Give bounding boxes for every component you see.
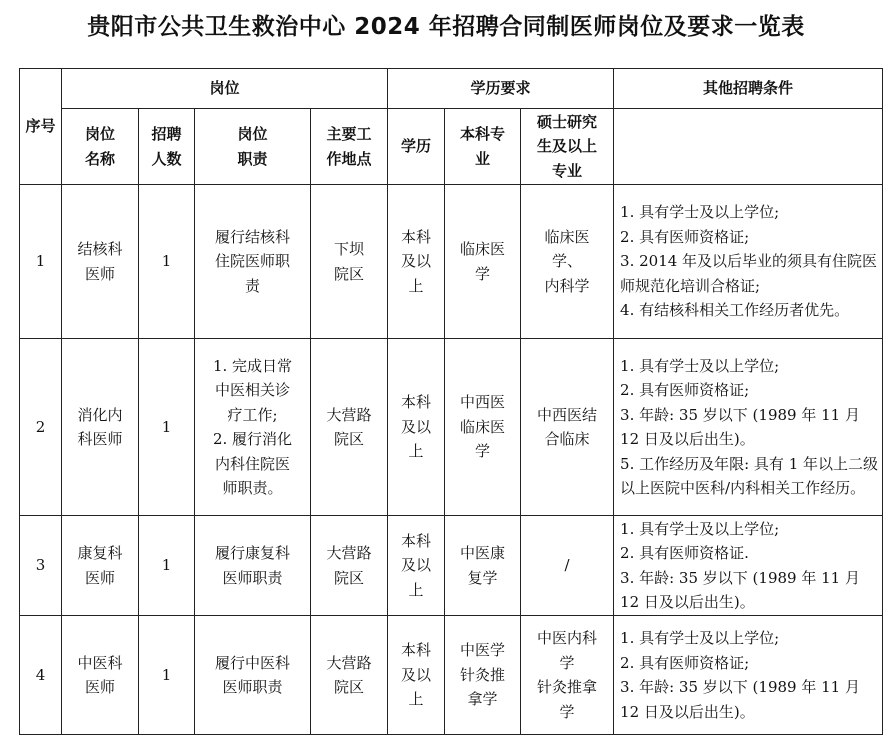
header-post-location: 主要工 作地点 (311, 109, 388, 185)
row-bachelor-major: 中医学 针灸推 拿学 (445, 616, 521, 735)
row-bachelor-major: 临床医 学 (445, 185, 521, 339)
row-master-major: 中西医结 合临床 (521, 339, 614, 516)
header-row-group (20, 69, 883, 109)
row-edu-level: 本科 及以 上 (388, 185, 445, 339)
header-post-duty: 岗位 职责 (195, 109, 311, 185)
row-post-count: 1 (139, 516, 195, 616)
row-post-duty: 履行康复科 医师职责 (195, 516, 311, 616)
row-post-duty: 履行中医科 医师职责 (195, 616, 311, 735)
row-conditions: 1. 具有学士及以上学位; 2. 具有医师资格证. 3. 年龄: 35 岁以下 (1989 年 11 月 12 日及以后出生)。 (614, 516, 883, 616)
row-seq: 3 (20, 516, 62, 616)
header-post-count: 招聘 人数 (139, 109, 195, 185)
row-master-major: / (521, 516, 614, 616)
row-post-count: 1 (139, 185, 195, 339)
row-conditions: 1. 具有学士及以上学位; 2. 具有医师资格证; 3. 年龄: 35 岁以下 (1989 年 11 月 12 日及以后出生)。 (614, 616, 883, 735)
table-row (20, 185, 883, 339)
row-bachelor-major: 中西医 临床医 学 (445, 339, 521, 516)
row-location: 大营路 院区 (311, 339, 388, 516)
header-group-other-conditions: 其他招聘条件 (614, 69, 883, 109)
table-row (20, 616, 883, 735)
header-row-columns (20, 109, 883, 185)
header-bachelor-major: 本科专 业 (445, 109, 521, 185)
row-post-name: 消化内 科医师 (62, 339, 139, 516)
row-conditions: 1. 具有学士及以上学位; 2. 具有医师资格证; 3. 年龄: 35 岁以下 (1989 年 11 月 12 日及以后出生)。 5. 工作经历及年限: 具有 1 年以上二级以上医院中医科/内科相关工作经历。 (614, 339, 883, 516)
row-post-name: 结核科 医师 (62, 185, 139, 339)
row-post-name: 康复科 医师 (62, 516, 139, 616)
row-post-count: 1 (139, 339, 195, 516)
row-edu-level: 本科 及以 上 (388, 339, 445, 516)
header-group-post: 岗位 (62, 69, 388, 109)
page-title: 贵阳市公共卫生救治中心 2024 年招聘合同制医师岗位及要求一览表 (87, 14, 805, 40)
row-edu-level: 本科 及以 上 (388, 516, 445, 616)
recruitment-table (19, 68, 883, 735)
header-edu-level: 学历 (388, 109, 445, 185)
row-bachelor-major: 中医康 复学 (445, 516, 521, 616)
row-post-duty: 履行结核科 住院医师职 责 (195, 185, 311, 339)
row-edu-level: 本科 及以 上 (388, 616, 445, 735)
row-seq: 1 (20, 185, 62, 339)
row-seq: 2 (20, 339, 62, 516)
row-conditions: 1. 具有学士及以上学位; 2. 具有医师资格证; 3. 2014 年及以后毕业的须具有住院医师规范化培训合格证; 4. 有结核科相关工作经历者优先。 (614, 185, 883, 339)
row-location: 大营路 院区 (311, 516, 388, 616)
row-post-duty: 1. 完成日常 中医相关诊 疗工作; 2. 履行消化 内科住院医 师职责。 (195, 339, 311, 516)
header-master-major: 硕士研究 生及以上 专业 (521, 109, 614, 185)
header-seq: 序号 (20, 69, 62, 185)
header-other-conditions-blank (614, 109, 883, 185)
row-location: 下坝 院区 (311, 185, 388, 339)
table-row (20, 339, 883, 516)
row-master-major: 中医内科 学 针灸推拿 学 (521, 616, 614, 735)
row-seq: 4 (20, 616, 62, 735)
row-post-count: 1 (139, 616, 195, 735)
table-row (20, 516, 883, 616)
header-post-name: 岗位 名称 (62, 109, 139, 185)
row-post-name: 中医科 医师 (62, 616, 139, 735)
row-location: 大营路 院区 (311, 616, 388, 735)
row-master-major: 临床医 学、 内科学 (521, 185, 614, 339)
header-group-education: 学历要求 (388, 69, 614, 109)
